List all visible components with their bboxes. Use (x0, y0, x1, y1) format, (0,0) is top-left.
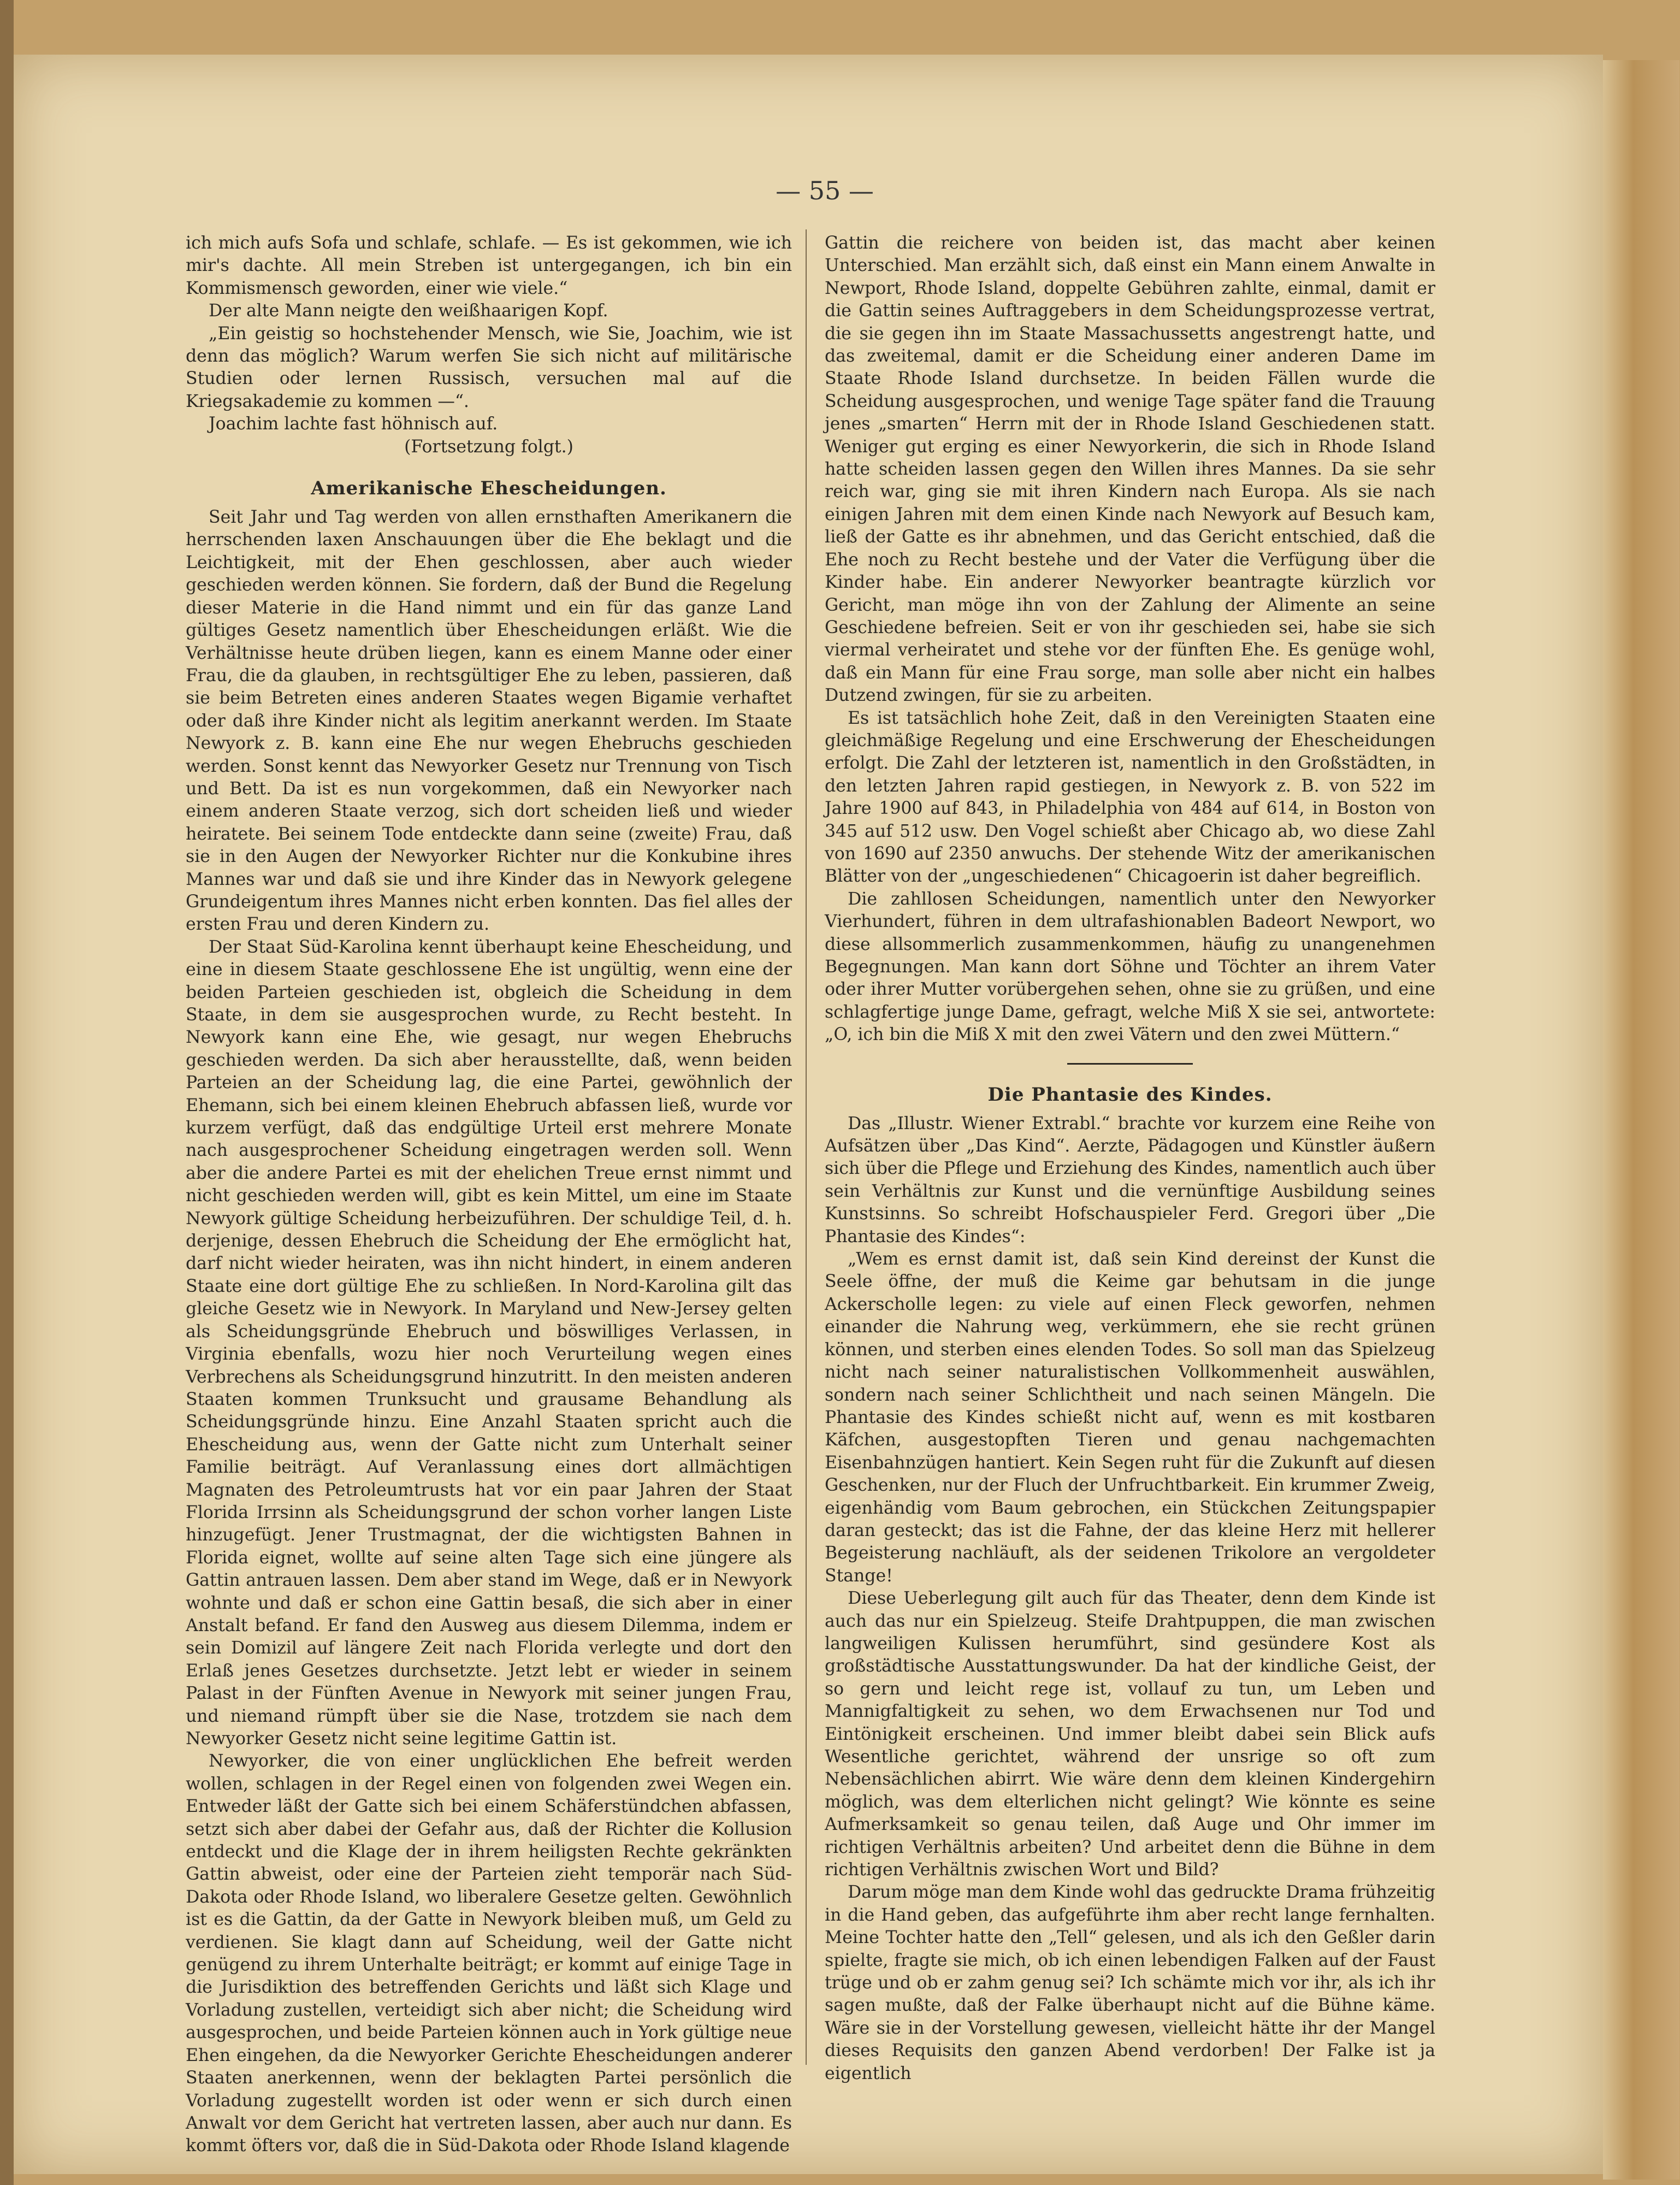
article-paragraph: Der Staat Süd-Karolina kennt überhaupt keine Ehescheidung, und eine in diesem Staate geschlossene Ehe ist ungültig, wenn eine der beiden Parteien geschieden ist, obgleich die Scheidung in dem Staate, in dem sie ausgesprochen wurde, zu Recht besteht. In Newyork kann eine Ehe, wie gesagt, nur wegen Ehebruchs geschieden werden. Da sich aber herausstellte, daß, wenn beiden Parteien an der Scheidung lag, die eine Partei, gewöhnlich der Ehemann, sich bei einem kleinen Ehebruch abfassen ließ, wurde vor kurzem verfügt, daß das endgültige Urteil erst mehrere Monate nach ausgesprochener Scheidung eingetragen werden soll. Wenn aber die andere Partei es mit der ehelichen Treue ernst nimmt und nicht geschieden werden will, gibt es kein Mittel, um eine im Staate Newyork gültige Scheidung herbeizuführen. Der schuldige Teil, d. h. derjenige, dessen Ehebruch die Scheidung der Ehe ermöglicht hat, darf nicht wieder heiraten, was ihn nicht hindert, in einem anderen Staate eine dort gültige Ehe zu schließen. In Nord-Karolina gilt das gleiche Gesetz wie in Newyork. In Maryland und New-Jersey gelten als Scheidungsgründe Ehebruch und böswilliges Verlassen, in Virginia ebenfalls, wozu hier noch Verurteilung wegen eines Verbrechens als Scheidungsgrund hinzutritt. In den meisten anderen Staaten kommen Trunksucht und grausame Behandlung als Scheidungsgründe hinzu. Eine Anzahl Staaten spricht auch die Ehescheidung aus, wenn der Gatte nicht zum Unterhalt seiner Familie beiträgt. Auf Veranlassung eines dort allmächtigen Magnaten des Petroleumtrusts hat vor ein paar Jahren der Staat Florida Irrsinn als Scheidungsgrund der schon vorher langen Liste hinzugefügt. Jener Trustmagnat, der die wichtigsten Bahnen in Florida eignet, wollte auf seine alten Tage sich eine jüngere als Gattin antrauen lassen. Dem aber stand im Wege, daß er in Newyork wohnte und daß er schon eine Gattin besaß, die sich aber in einer Anstalt befand. Er fand den Ausweg aus diesem Dilemma, indem er sein Domizil auf längere Zeit nach Florida verlegte und dort den Erlaß jenes Gesetzes durchsetzte. Jetzt lebt er wieder in seinem Palast in der Fünften Avenue in Newyork mit seiner jungen Frau, und niemand rümpft über sie die Nase, trotzdem sie nach dem Newyorker Gesetz nicht seine legitime Gattin ist. (186, 937, 792, 1749)
continuation-paragraph: ich mich aufs Sofa und schlafe, schlafe. — Es ist gekommen, wie ich mir's dachte. All mein Streben ist untergegangen, ich bin ein Kommismensch geworden, einer wie viele.“ (186, 233, 792, 298)
right-column (825, 232, 1435, 2085)
article-title: Die Phantasie des Kindes. (987, 1083, 1273, 1106)
continuation-paragraph: Joachim lachte fast höhnisch auf. (209, 414, 498, 434)
article-paragraph: Die zahllosen Scheidungen, namentlich unter den Newyorker Vierhundert, führen in dem ultrafashionablen Badeort Newport, wo diese allsommerlich zusammenkommen, häufig zu unangenehmen Begegnungen. Man kann dort Söhne und Töchter an ihrem Vater oder ihrer Mutter vorübergehen sehen, ohne sie zu grüßen, und eine schlagfertige junge Dame, gefragt, welche Miß X sie sei, antwortete: „O, ich bin die Miß X mit den zwei Vätern und den zwei Müttern.“ (825, 889, 1435, 1045)
continuation-paragraph: Der alte Mann neigte den weißhaarigen Kopf. (209, 301, 608, 321)
page-number: — 55 — (776, 176, 874, 205)
article-title: Amerikanische Ehescheidungen. (311, 477, 667, 500)
article-paragraph: Seit Jahr und Tag werden von allen ernsthaften Amerikanern die herrschenden laxen Anschauungen über die Ehe beklagt und die Leichtigkeit, mit der Ehen geschlossen, aber auch wieder geschieden werden können. Sie fordern, daß der Bund die Regelung dieser Materie in die Hand nimmt und ein für das ganze Land gültiges Gesetz namentlich über Ehescheidungen erläßt. Wie die Verhältnisse heute drüben liegen, kann es einem Manne oder einer Frau, die da glauben, in rechtsgültiger Ehe zu leben, passieren, daß sie beim Betreten eines anderen Staates wegen Bigamie verhaftet oder daß ihre Kinder nicht als legitim anerkannt werden. Im Staate Newyork z. B. kann eine Ehe nur wegen Ehebruchs geschieden werden. Sonst kennt das Newyorker Gesetz nur Trennung von Tisch und Bett. Da ist es nun vorgekommen, daß ein Newyorker nach einem anderen Staate verzog, sich dort scheiden ließ und wieder heiratete. Bei seinem Tode entdeckte dann seine (zweite) Frau, daß sie in den Augen der Newyorker Richter nur die Konkubine ihres Mannes war und daß sie und ihre Kinder das in Newyork gelegene Grundeigentum ihres Mannes nicht erben konnten. Das fiel alles der ersten Frau und deren Kindern zu. (186, 507, 792, 935)
article-divider (1067, 1063, 1193, 1065)
article-paragraph: Diese Ueberlegung gilt auch für das Theater, denn dem Kinde ist auch das nur ein Spielzeug. Steife Drahtpuppen, die man zwischen langweiligen Kulissen herumführt, sind gesündere Kost als großstädtische Ausstattungswunder. Da hat der kindliche Geist, der so gern und leicht rege ist, vollauf zu tun, um Leben und Mannigfaltigkeit zu sehen, wo dem Erwachsenen nur Tod und Eintönigkeit erscheinen. Und immer bleibt dabei sein Blick aufs Wesentliche gerichtet, während der unsrige so oft zum Nebensächlichen abirrt. Wie wäre denn dem kleinen Kindergehirn möglich, was dem elterlichen nicht gelingt? Wie könnte es seine Aufmerksamkeit so genau teilen, daß Auge und Ohr immer im richtigen Verhältnis arbeiten? Und arbeitet denn die Bühne in dem richtigen Verhältnis zwischen Wort und Bild? (825, 1588, 1435, 1880)
continuation-paragraph: „Ein geistig so hochstehender Mensch, wie Sie, Joachim, wie ist denn das möglich? Warum werfen Sie sich nicht auf militärische Studien oder lernen Russisch, versuchen mal auf die Kriegsakademie zu kommen —“. (186, 323, 792, 411)
column-divider (806, 229, 807, 2065)
article-paragraph: „Wem es ernst damit ist, daß sein Kind dereinst der Kunst die Seele öffne, der muß die Keime gar behutsam in die junge Ackerscholle legen: zu viele auf einen Fleck geworfen, nehmen einander die Nahrung weg, verkümmern, ehe sie recht grünen können, und sterben eines elenden Todes. So soll man das Spielzeug nicht nach seiner naturalistischen Vollkommenheit auswählen, sondern nach seiner Schlichtheit und nach seinen Mängeln. Die Phantasie des Kindes schießt nicht auf, wenn es mit kostbaren Käfchen, ausgestopften Tieren und genau nachgemachten Eisenbahnzügen hantiert. Kein Segen ruht für die Zukunft auf diesen Geschenken, nur der Fluch der Unfruchtbarkeit. Ein krummer Zweig, eigenhändig vom Baum gebrochen, ein Stückchen Zeitungspapier daran gesteckt; das ist die Fahne, der das kleine Herz mit hellerer Begeisterung nachläuft, als der seidenen Trikolore an vergoldeter Stange! (825, 1249, 1435, 1586)
to-be-continued-note: (Fortsetzung folgt.) (404, 436, 573, 457)
article-paragraph: Gattin die reichere von beiden ist, das macht aber keinen Unterschied. Man erzählt sich, daß einst ein Mann einem Anwalte in Newport, Rhode Island, doppelte Gebühren zahlte, einmal, damit er die Gattin seines Auftraggebers in dem Scheidungsprozesse vertrat, die sie gegen ihn im Staate Massachussetts angestrengt hatte, und das zweitemal, damit er die Scheidung einer anderen Dame im Staate Rhode Island durchsetze. In beiden Fällen wurde die Scheidung ausgesprochen, und wenige Tage später fand die Trauung jenes „smarten“ Herrn mit der in Rhode Island Geschiedenen statt. Weniger gut erging es einer Newyorkerin, die sich in Rhode Island hatte scheiden lassen gegen den Willen ihres Mannes. Da sie sehr reich war, ging sie mit ihren Kindern nach Europa. Als sie nach einigen Jahren mit dem einen Kinde nach Newyork auf Besuch kam, ließ der Gatte es ihr abnehmen, und das Gericht entschied, daß die Ehe noch zu Recht bestehe und der Vater die Verfügung über die Kinder habe. Ein anderer Newyorker beantragte kürzlich vor Gericht, man möge ihn von der Zahlung der Alimente an seine Geschiedene befreien. Seit er von ihr geschieden sei, habe sie sich viermal verheiratet und stehe vor der fünften Ehe. Es genüge wohl, daß ein Mann für eine Frau sorge, man solle aber nicht ein halbes Dutzend zwingen, für sie zu arbeiten. (825, 233, 1435, 706)
page-stack-edge (1603, 60, 1679, 2180)
left-column (186, 232, 792, 2158)
binding-strip (0, 0, 14, 2185)
article-paragraph: Darum möge man dem Kinde wohl das gedruckte Drama frühzeitig in die Hand geben, das aufgeführte ihm aber recht lange fernhalten. Meine Tochter hatte den „Tell“ gelesen, und als ich den Geßler darin spielte, fragte sie mich, ob ich einen lebendigen Falken auf der Faust trüge und ob er zahm genug sei? Ich schämte mich vor ihr, als ich ihr sagen mußte, daß der Falke überhaupt nicht auf die Bühne käme. Wäre sie in der Vorstellung gewesen, vielleicht hätte ihr der Mangel dieses Requisits den ganzen Abend verdorben! Der Falke ist ja eigentlich (825, 1882, 1435, 2083)
article-paragraph: Das „Illustr. Wiener Extrabl.“ brachte vor kurzem eine Reihe von Aufsätzen über „Das Kind“. Aerzte, Pädagogen und Künstler äußern sich über die Pflege und Erziehung des Kindes, namentlich auch über sein Verhältnis zur Kunst und die vernünftige Ausbildung seines Kunstsinns. So schreibt Hofschauspieler Ferd. Gregori über „Die Phantasie des Kindes“: (825, 1113, 1435, 1247)
article-paragraph: Newyorker, die von einer unglücklichen Ehe befreit werden wollen, schlagen in der Regel einen von folgenden zwei Wegen ein. Entweder läßt der Gatte sich bei einem Schäferstündchen abfassen, setzt sich aber dabei der Gefahr aus, daß der Richter die Kollusion entdeckt und die Klage der in ihrem heiligsten Rechte gekränkten Gattin abweist, oder eine der Parteien zieht temporär nach Süd-Dakota oder Rhode Island, wo liberalere Gesetze gelten. Gewöhnlich ist es die Gattin, da der Gatte in Newyork bleiben muß, um Geld zu verdienen. Sie klagt dann auf Scheidung, weil der Gatte nicht genügend zu ihrem Unterhalte beiträgt; er kommt auf einige Tage in die Jurisdiktion des betreffenden Gerichts und läßt sich Klage und Vorladung zustellen, verteidigt sich aber nicht; die Scheidung wird ausgesprochen, und beide Parteien können auch in York gültige neue Ehen eingehen, da die Newyorker Gerichte Ehescheidungen anderer Staaten anerkennen, wenn der beklagten Partei persönlich die Vorladung zugestellt worden ist oder wenn er sich durch einen Anwalt vor dem Gericht hat vertreten lassen, aber auch nur dann. Es kommt öfters vor, daß die in Süd-Dakota oder Rhode Island klagende (186, 1751, 792, 2156)
article-paragraph: Es ist tatsächlich hohe Zeit, daß in den Vereinigten Staaten eine gleichmäßige Regelung und eine Erschwerung der Ehescheidungen erfolgt. Die Zahl der letzteren ist, namentlich in den Großstädten, in den letzten Jahren rapid gestiegen, in Newyork z. B. von 522 im Jahre 1900 auf 843, in Philadelphia von 484 auf 614, in Boston von 345 auf 512 usw. Den Vogel schießt aber Chicago ab, wo diese Zahl von 1690 auf 2350 anwuchs. Der stehende Witz der amerikanischen Blätter von der „ungeschiedenen“ Chicagoerin ist daher begreiflich. (825, 708, 1435, 887)
